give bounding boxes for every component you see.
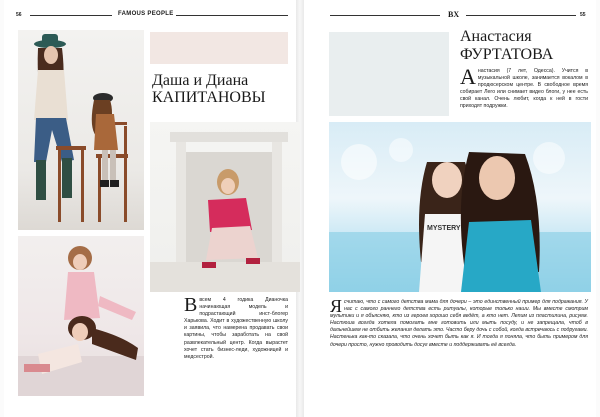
photo-mother-daughter-pool <box>329 122 591 292</box>
right-article-body <box>330 296 588 349</box>
right-body-dropcap: Я <box>330 296 343 316</box>
right-page-number: 55 <box>580 12 586 18</box>
left-title-line2: КАПИТАНОВЫ <box>152 89 266 106</box>
right-body-text: считаю, что с самого детства мама для дочери – это единственный пример для подражания. У нас с самого раннего детства есть ритуалы, которые только наши. Мы вместе смотрим мультики и я объясняю, кто из героев хорошо себя ведёт, а кто нет. Лепим из пластилина, рисуем. Настюша всегда хотела помогать мне готовить или мыть посуду, и не запрещала, чтоб в дальнейшем не отбить желания делать это. Часто беру дочь с собой, когда встречаюсь с подругами. Настенька как-то сказала, что очень хочет быть как я. И тогда я поняла, что быть примером для дочери просто, нужно проводить досуг вместе и поддерживать её всегда. <box>330 299 588 348</box>
left-title-line1: Даша и Диана <box>152 72 249 89</box>
shirt-print: MYSTERY <box>427 225 461 232</box>
section-title: FAMOUS PEOPLE <box>118 11 174 17</box>
right-intro-text: настасия (7 лет, Одесса). Учится в музыкальной школе, занимается вокалом в продюсерском центре. В свободное время собирает Лего или снимает видео блоги, у нее есть свой канал. Очень любит, когда к ней в гости приходят подружки. <box>460 68 588 110</box>
photo-two-girls-lying <box>18 236 144 396</box>
magazine-logo: BX <box>448 10 460 19</box>
header-rule-left <box>30 15 112 16</box>
right-title-line2: ФУРТАТОВА <box>460 46 554 63</box>
header-rule-right <box>330 15 440 16</box>
photo-girl-fireplace <box>150 122 300 292</box>
right-article-title <box>460 28 553 64</box>
left-article-title <box>152 72 266 106</box>
decorative-pink-block <box>150 32 288 64</box>
left-article-body <box>184 294 288 361</box>
header-rule-left-2 <box>176 15 288 16</box>
header-rule-right-2 <box>466 15 576 16</box>
left-dropcap: В <box>184 294 198 316</box>
decorative-gray-block <box>329 32 449 116</box>
photo-mother-daughter-chairs <box>18 30 144 230</box>
right-title-line1: Анастасия <box>460 28 532 45</box>
photo-illustration <box>18 30 144 230</box>
right-dropcap: А <box>460 64 476 89</box>
photo-illustration <box>150 122 300 292</box>
photo-illustration <box>18 236 144 396</box>
left-page-number: 56 <box>16 12 22 18</box>
photo-illustration <box>329 122 591 292</box>
left-body-text: всем 4 годика Дианочка начинающая модель и подрастающий инст-блогер Харькова. Ходит в художественную школу и заявила, что намерена продавать свои картины, чтобы заработать на свой развлекательный центр. Когда вырастет хочет стать бизнес-леди, художницей и медсестрой. <box>184 297 288 360</box>
right-article-intro <box>460 64 588 111</box>
